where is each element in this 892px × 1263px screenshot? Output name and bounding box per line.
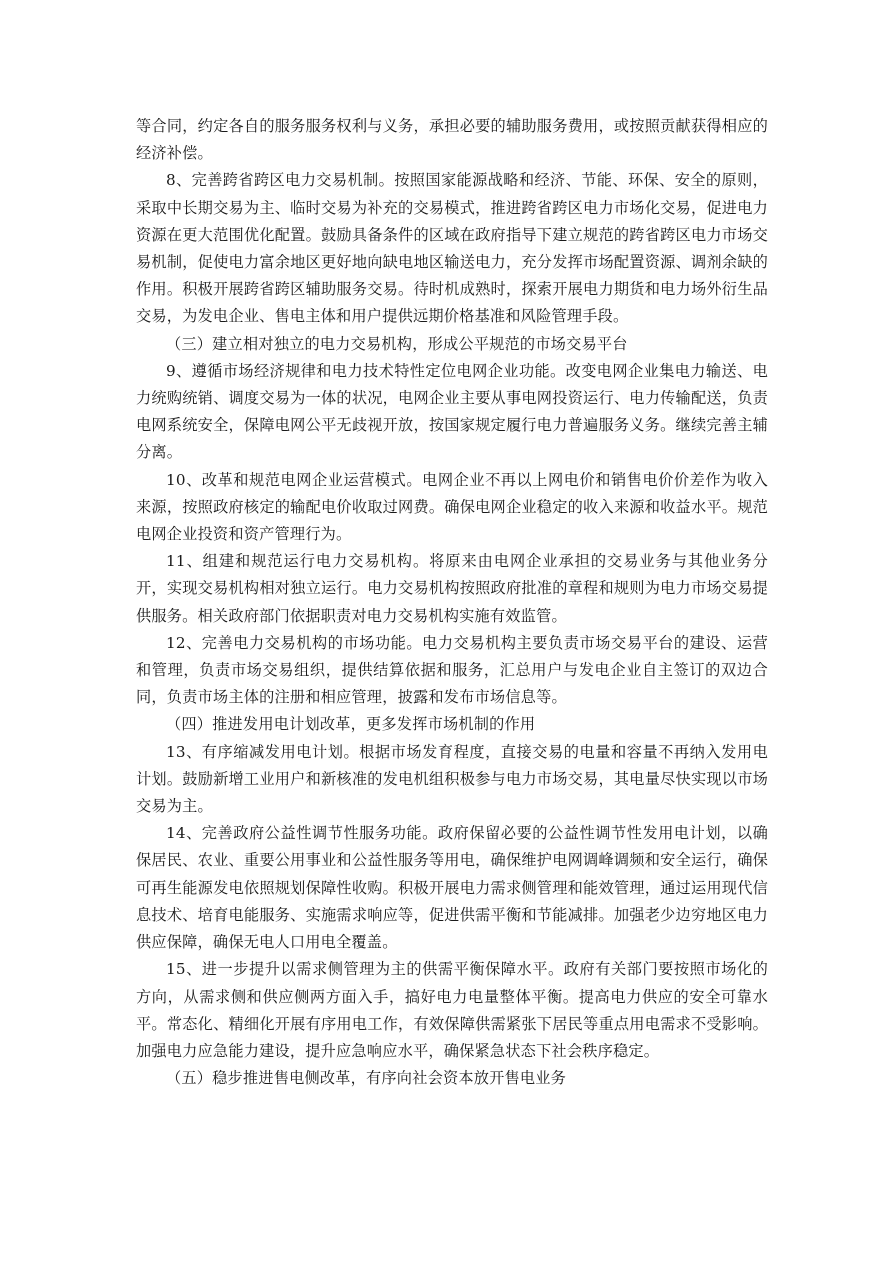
section-heading-4: （四）推进发用电计划改革，更多发挥市场机制的作用	[166, 715, 536, 734]
paragraph-item-14: 14、完善政府公益性调节性服务功能。政府保留必要的公益性调节性发用电计划，以确保居民、农业、重要公用事业和公益性服务等用电，确保维护电网调峰调频和安全运行，确保可再生能源发电依照规划保障性收购。积极开展电力需求侧管理和能效管理，通过运用现代信息技术、培育电能服务、实施需求响应等，促进供需平衡和节能减排。加强老少边穷地区电力供应保障，确保无电人口用电全覆盖。	[136, 824, 768, 952]
paragraph-item-15: 15、进一步提升以需求侧管理为主的供需平衡保障水平。政府有关部门要按照市场化的方向，从需求侧和供应侧两方面入手，搞好电力电量整体平衡。提高电力供应的安全可靠水平。常态化、精细化开展有序用电工作，有效保障供需紧张下居民等重点用电需求不受影响。加强电力应急能力建设，提升应急响应水平，确保紧急状态下社会秩序稳定。	[136, 960, 768, 1060]
paragraph-item-11: 11、组建和规范运行电力交易机构。将原来由电网企业承担的交易业务与其他业务分开，实现交易机构相对独立运行。电力交易机构按照政府批准的章程和规则为电力市场交易提供服务。相关政府部门依据职责对电力交易机构实施有效监管。	[136, 552, 768, 625]
section-heading-3: （三）建立相对独立的电力交易机构，形成公平规范的市场交易平台	[166, 334, 628, 353]
paragraph-continuation: 等合同，约定各自的服务服务权利与义务，承担必要的辅助服务费用，或按照贡献获得相应的经济补偿。	[136, 117, 768, 163]
paragraph-item-12: 12、完善电力交易机构的市场功能。电力交易机构主要负责市场交易平台的建设、运营和管理，负责市场交易组织，提供结算依据和服务，汇总用户与发电企业自主签订的双边合同，负责市场主体的注册和相应管理，披露和发布市场信息等。	[136, 633, 768, 707]
paragraph-item-13: 13、有序缩减发用电计划。根据市场发育程度，直接交易的电量和容量不再纳入发用电计划。鼓励新增工业用户和新核准的发电机组积极参与电力市场交易，其电量尽快实现以市场交易为主。	[136, 742, 768, 816]
document-body	[136, 113, 768, 1092]
paragraph-item-8: 8、完善跨省跨区电力交易机制。按照国家能源战略和经济、节能、环保、安全的原则，采取中长期交易为主、临时交易为补充的交易模式，推进跨省跨区电力市场化交易，促进电力资源在更大范围优化配置。鼓励具备条件的区域在政府指导下建立规范的跨省跨区电力市场交易机制，促使电力富余地区更好地向缺电地区输送电力，充分发挥市场配置资源、调剂余缺的作用。积极开展跨省跨区辅助服务交易。待时机成熟时，探索开展电力期货和电力场外衍生品交易，为发电企业、售电主体和用户提供远期价格基准和风险管理手段。	[136, 171, 768, 326]
section-heading-5: （五）稳步推进售电侧改革，有序向社会资本放开售电业务	[166, 1069, 567, 1088]
paragraph-item-10: 10、改革和规范电网企业运营模式。电网企业不再以上网电价和销售电价价差作为收入来源，按照政府核定的输配电价收取过网费。确保电网企业稳定的收入来源和收益水平。规范电网企业投资和资产管理行为。	[136, 470, 768, 544]
paragraph-item-9: 9、遵循市场经济规律和电力技术特性定位电网企业功能。改变电网企业集电力输送、电力统购统销、调度交易为一体的状况，电网企业主要从事电网投资运行、电力传输配送，负责电网系统安全，保障电网公平无歧视开放，按国家规定履行电力普遍服务义务。继续完善主辅分离。	[136, 361, 768, 462]
